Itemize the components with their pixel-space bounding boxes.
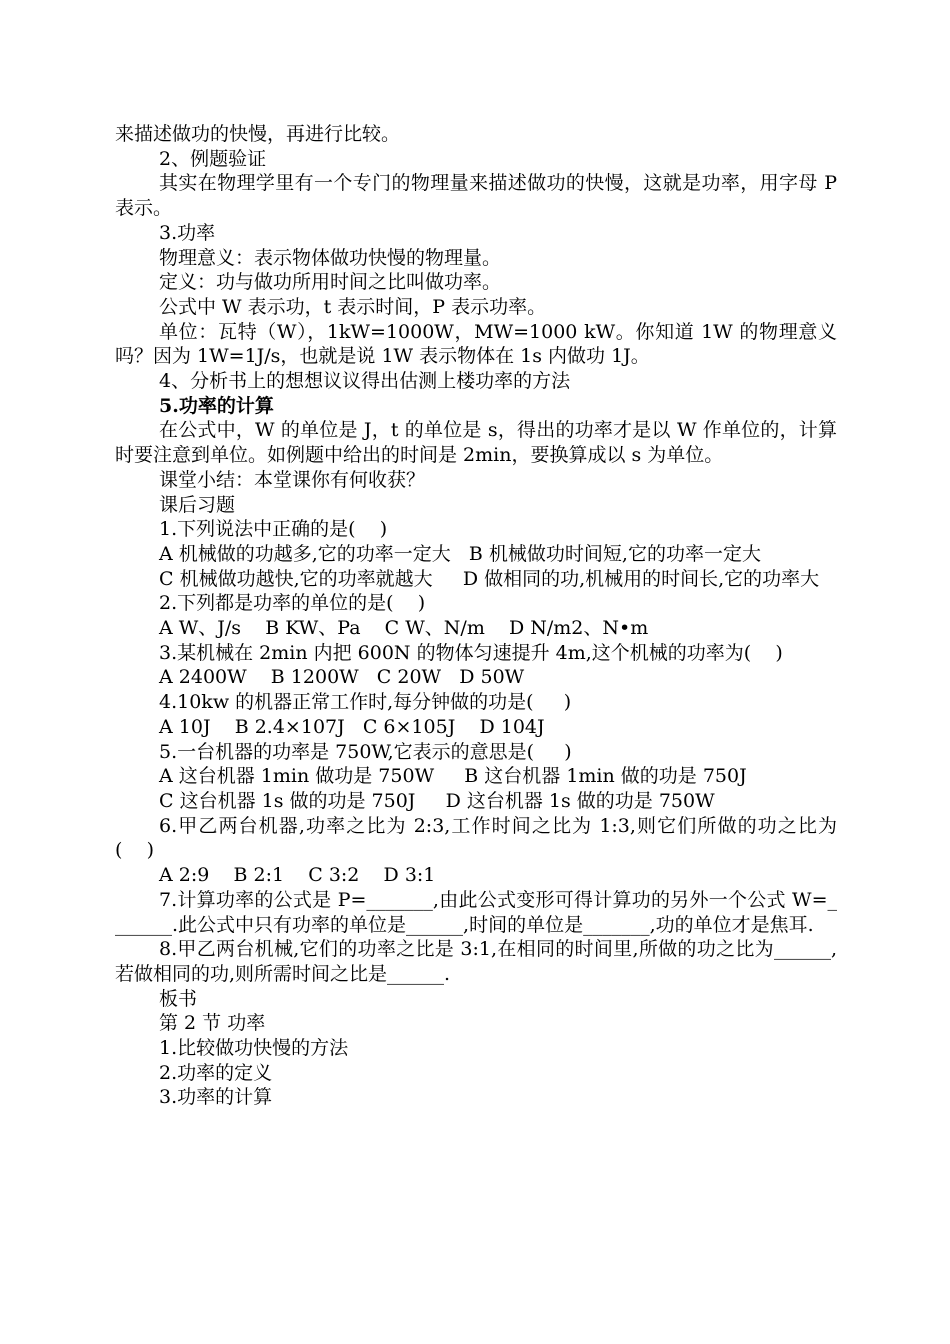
question-6-options: A 2:9 B 2:1 C 3:2 D 3:1 [159, 864, 436, 887]
document-body [115, 122, 837, 1110]
question-5-options-ab: A 这台机器 1min 做功是 750W B 这台机器 1min 做的功是 750J [159, 765, 747, 788]
board-item-2: 2.功率的定义 [159, 1061, 273, 1084]
section-heading-board: 板书 [159, 987, 198, 1010]
question-2: 2.下列都是功率的单位的是( ) [159, 592, 426, 615]
question-7: 7.计算功率的公式是 P=_______,由此公式变形可得计算功的另外一个公式 W=_______.此公式中只有功率的单位是______,时间的单位是_______,功的单位才是焦耳. [115, 888, 837, 936]
question-4: 4.10kw 的机器正常工作时,每分钟做的功是( ) [159, 691, 572, 714]
section-heading-exercises: 课后习题 [159, 493, 236, 516]
question-1: 1.下列说法中正确的是( ) [159, 518, 388, 541]
board-item-3: 3.功率的计算 [159, 1086, 273, 1109]
question-1-options-ab: A 机械做的功越多,它的功率一定大 B 机械做功时间短,它的功率一定大 [159, 542, 761, 565]
paragraph-physical-meaning: 物理意义：表示物体做功快慢的物理量。 [159, 246, 502, 269]
question-8: 8.甲乙两台机械,它们的功率之比是 3:1,在相同的时间里,所做的功之比为______,若做相同的功,则所需时间之比是______. [115, 938, 837, 985]
question-3-options: A 2400W B 1200W C 20W D 50W [159, 666, 525, 689]
question-5: 5.一台机器的功率是 750W,它表示的意思是( ) [159, 740, 572, 763]
paragraph-power-intro: 其实在物理学里有一个专门的物理量来描述做功的快慢，这就是功率，用字母 P 表示。 [115, 172, 837, 220]
question-1-options-cd: C 机械做功越快,它的功率就越大 D 做相同的功,机械用的时间长,它的功率大 [159, 567, 820, 590]
question-3: 3.某机械在 2min 内把 600N 的物体匀速提升 4m,这个机械的功率为( ) [159, 641, 783, 664]
section-heading-power: 3.功率 [159, 221, 216, 244]
question-4-options: A 10J B 2.4×107J C 6×105J D 104J [159, 715, 545, 738]
section-heading-example: 2、例题验证 [159, 147, 267, 170]
paragraph-units: 单位：瓦特（W），1kW=1000W，MW=1000 kW。你知道 1W 的物理意义吗？因为 1W=1J/s，也就是说 1W 表示物体在 1s 内做功 1J。 [115, 320, 837, 368]
paragraph-summary: 课堂小结：本堂课你有何收获？ [159, 468, 426, 491]
board-title: 第 2 节 功率 [159, 1012, 266, 1035]
section-heading-estimate: 4、分析书上的想想议议得出估测上楼功率的方法 [159, 370, 571, 393]
question-6: 6.甲乙两台机器,功率之比为 2:3,工作时间之比为 1:3,则它们所做的功之比为( ) [115, 814, 837, 862]
paragraph-formula-symbols: 公式中 W 表示功，t 表示时间，P 表示功率。 [159, 295, 547, 318]
question-2-options: A W、J/s B KW、Pa C W、N/m D N/m2、N•m [159, 617, 649, 640]
paragraph-definition: 定义：功与做功所用时间之比叫做功率。 [159, 271, 502, 294]
paragraph-calculation-note: 在公式中，W 的单位是 J，t 的单位是 s，得出的功率才是以 W 作单位的，计算时要注意到单位。如例题中给出的时间是 2min，要换算成以 s 为单位。 [115, 419, 837, 467]
board-item-1: 1.比较做功快慢的方法 [159, 1037, 349, 1060]
question-5-options-cd: C 这台机器 1s 做的功是 750J D 这台机器 1s 做的功是 750W [159, 789, 715, 812]
section-heading-calculation: 5.功率的计算 [159, 394, 274, 417]
paragraph-intro-line: 来描述做功的快慢，再进行比较。 [115, 123, 401, 145]
